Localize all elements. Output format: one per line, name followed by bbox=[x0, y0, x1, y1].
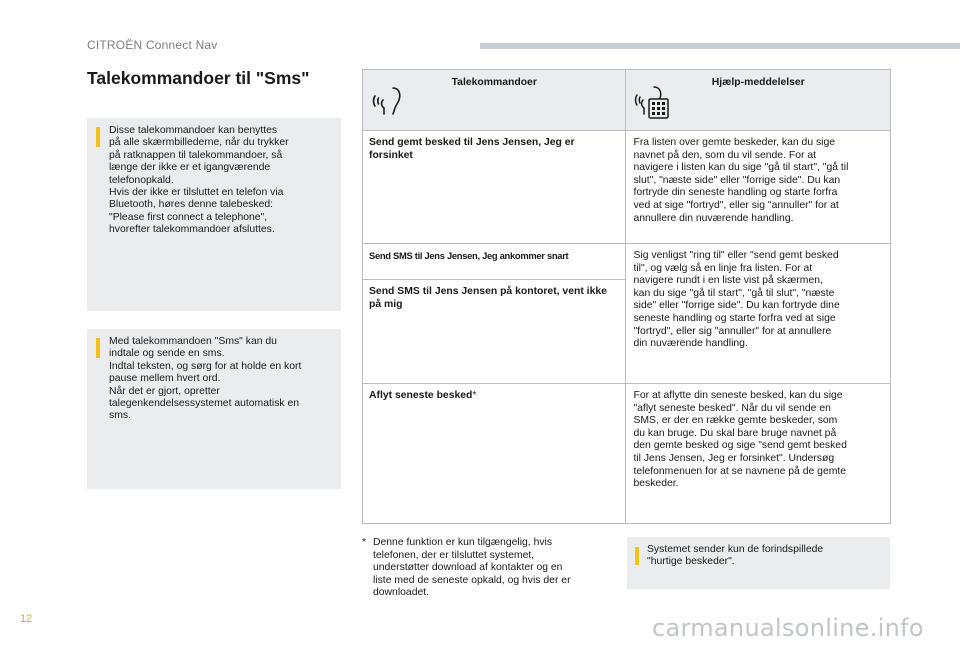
note-text: Disse talekommandoer kan benyttes på alle skærmbillederne, når du trykker på ratknappen til talekommandoer, så længe der ikke er et igangværende telefonopkald. Hvis der ikke er tilsluttet en telefon via Bluetooth, høres denne talebesked: "Please first connect a telephone", hvorefter talekommandoer afsluttes. bbox=[109, 125, 289, 236]
note-marker bbox=[635, 547, 639, 565]
table-row bbox=[363, 244, 891, 280]
note-text: Med talekommandoen "Sms" kan du indtale og sende en sms. Indtal teksten, og sørg for at holde en kort pause mellem hvert ord. Når det er gjort, opretter talegenkendelsessystemet automatisk en sms. bbox=[109, 336, 302, 422]
page-title: Talekommandoer til "Sms" bbox=[87, 68, 310, 88]
footnote-marker: * bbox=[362, 537, 367, 548]
header-label: Talekommandoer bbox=[451, 77, 537, 88]
table-row bbox=[363, 384, 891, 524]
footnote bbox=[362, 537, 612, 600]
page-number: 12 bbox=[20, 613, 33, 625]
command-cell bbox=[363, 244, 626, 280]
command-cell bbox=[363, 384, 626, 524]
help-cell: Fra listen over gemte beskeder, kan du sige navnet på den, som du vil sende. For at navigere i listen kan du sige "gå til start", "gå til slut", "næste side" eller "forrige side". Du kan fortryde din seneste handling og starte forfra ved at sige "fortryd", eller sig "annuller" for at annullere din nuværende handling. bbox=[626, 131, 891, 244]
command-text: Send SMS til Jens Jensen, Jeg ankommer snart bbox=[369, 250, 569, 261]
help-cell: Sig venligst "ring til" eller "send gemt besked til", og vælg så en linje fra listen. For at navigere rundt i en liste vist på skærmen, kan du sige "gå til start", "gå til slut", "næste side" eller "forrige side". Du kan fortryde dine seneste handling og starte forfra ved at sige "fortryd", eller sig "annuller" for at annullere din nuværende handling. bbox=[626, 244, 891, 384]
note-marker bbox=[96, 338, 100, 358]
voice-commands-table bbox=[362, 69, 891, 524]
watermark: carmanualsonline.info bbox=[652, 614, 924, 642]
footnote-text: Denne funktion er kun tilgængelig, hvis telefonen, der er tilsluttet systemet, understøtter download af kontakter og en liste med de seneste opkald, og hvis der er downloadet. bbox=[373, 537, 571, 599]
note-marker bbox=[96, 127, 100, 147]
table-header-commands bbox=[363, 70, 626, 131]
header-label: Hjælp-meddelelser bbox=[711, 77, 805, 88]
command-cell bbox=[363, 280, 626, 384]
table-row bbox=[363, 131, 891, 244]
voice-help-keypad-icon bbox=[634, 84, 670, 125]
command-text: Send SMS til Jens Jensen på kontoret, vent ikke på mig bbox=[369, 286, 607, 310]
command-text: Send gemt besked til Jens Jensen, Jeg er forsinket bbox=[369, 137, 575, 161]
info-note-voice-commands bbox=[87, 118, 341, 311]
header-bar bbox=[480, 43, 960, 49]
table-header-help bbox=[626, 70, 891, 131]
header-brand: CITROËN Connect Nav bbox=[87, 38, 218, 52]
footnote-marker: * bbox=[472, 390, 477, 401]
note-text: Systemet sender kun de forindspillede "hurtige beskeder". bbox=[647, 544, 824, 568]
info-note-quick-messages bbox=[627, 537, 890, 589]
command-cell bbox=[363, 131, 626, 244]
command-text: Aflyt seneste besked bbox=[369, 390, 473, 401]
info-note-sms bbox=[87, 329, 341, 489]
voice-command-icon bbox=[371, 84, 405, 123]
help-cell: For at aflytte din seneste besked, kan du sige "aflyt seneste besked". Når du vil sende en SMS, er der en række gemte beskeder, som du kan bruge. Du skal bare bruge navnet på den gemte besked og sige "send gemt besked til Jens Jensen, Jeg er forsinket". Undersøg telefonmenuen for at se navnene på de gemte beskeder. bbox=[626, 384, 891, 524]
